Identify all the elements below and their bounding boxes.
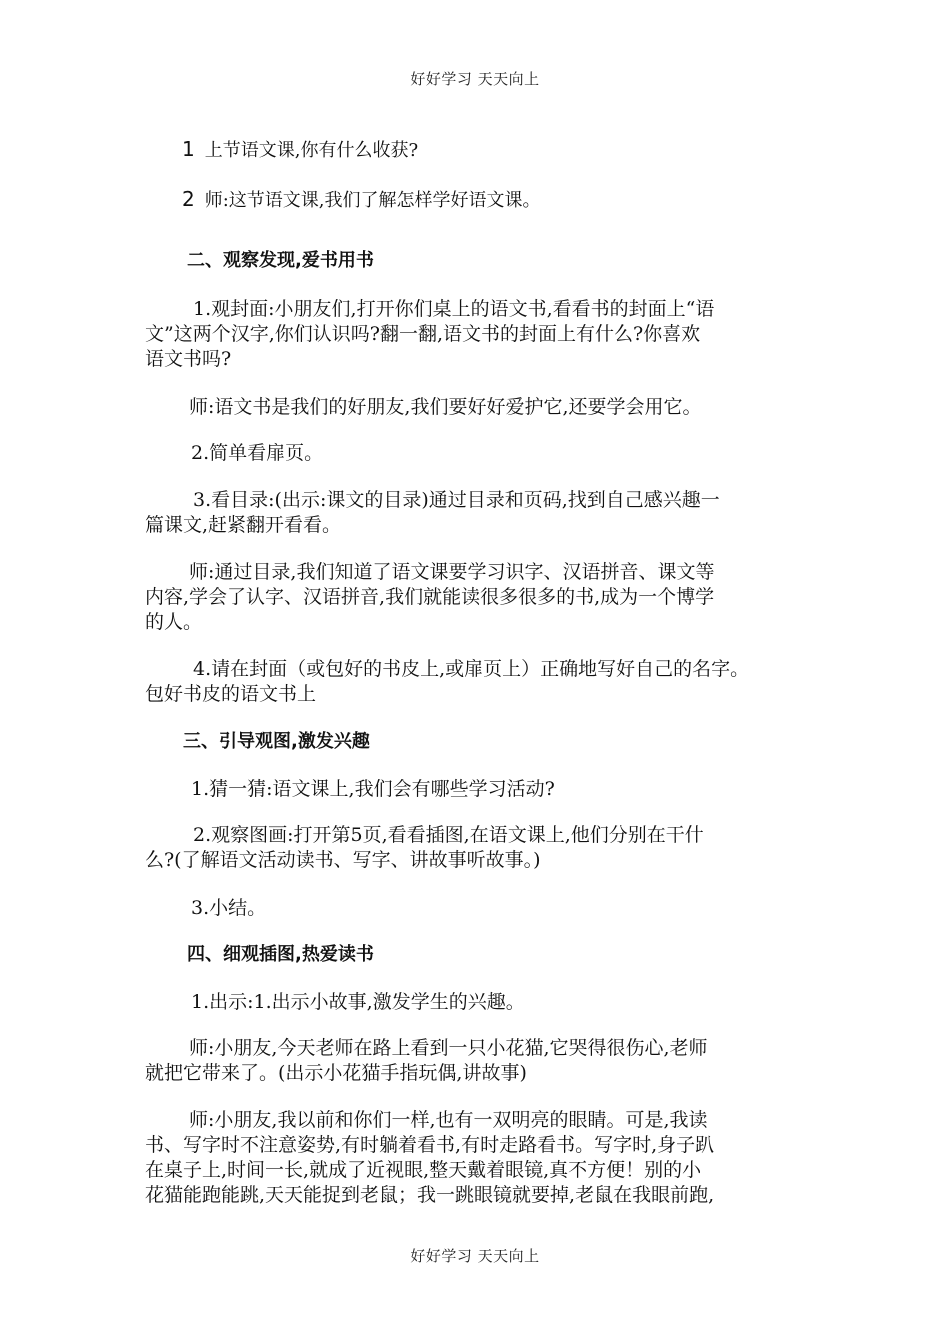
section-heading-2: 二、观察发现,爱书用书 [187,250,374,271]
page-footer: 好好学习 天天向上 [410,1247,540,1265]
section-heading-4: 四、细观插图,热爱读书 [187,944,374,965]
paragraph-line: 师:通过目录,我们知道了语文课要学习识字、汉语拼音、课文等 [189,561,715,583]
paragraph-line: 么?(了解语文活动读书、写字、讲故事听故事。) [145,849,541,871]
paragraph-line: 就把它带来了。(出示小花猫手指玩偶,讲故事) [145,1062,527,1084]
paragraph-line: 内容,学会了认字、汉语拼音,我们就能读很多很多的书,成为一个博学 [145,586,715,608]
section-heading-3: 三、引导观图,激发兴趣 [183,731,370,752]
paragraph-line: 1.猜一猜:语文课上,我们会有哪些学习活动? [191,778,555,800]
paragraph-line: 的人。 [145,611,203,633]
paragraph-line: 3.看目录:(出示:课文的目录)通过目录和页码,找到自己感兴趣一 [193,489,720,511]
paragraph-line: 1.出示:1.出示小故事,激发学生的兴趣。 [191,991,525,1013]
review-item-1 [182,136,862,164]
page-header: 好好学习 天天向上 [410,70,540,88]
paragraph-line: 1.观封面:小朋友们,打开你们桌上的语文书,看看书的封面上“语 [193,298,715,320]
paragraph-line: 3.小结。 [191,897,267,919]
review-item-number: 1 [182,137,195,161]
review-item-text: 上节语文课,你有什么收获? [204,140,419,161]
paragraph-line: 师:小朋友,今天老师在路上看到一只小花猫,它哭得很伤心,老师 [189,1037,708,1059]
paragraph-line: 师:小朋友,我以前和你们一样,也有一双明亮的眼睛。可是,我读 [189,1109,708,1131]
paragraph-line: 文”这两个汉字,你们认识吗?翻一翻,语文书的封面上有什么?你喜欢 [145,323,701,345]
review-item-number: 2 [182,187,195,211]
paragraph-line: 语文书吗? [145,348,232,370]
paragraph-line: 包好书皮的语文书上 [145,683,317,705]
review-item-text: 师:这节语文课,我们了解怎样学好语文课。 [204,190,541,211]
paragraph-line: 书、写字时不注意姿势,有时躺着看书,有时走路看书。写字时,身子趴 [145,1134,715,1156]
paragraph-line: 2.简单看扉页。 [191,442,324,464]
paragraph-line: 花猫能跑能跳,天天能捉到老鼠；我一跳眼镜就要掉,老鼠在我眼前跑, [145,1184,715,1206]
review-item-2 [182,186,862,214]
paragraph-line: 4.请在封面（或包好的书皮上,或扉页上）正确地写好自己的名字。 [193,658,750,680]
paragraph-line: 篇课文,赶紧翻开看看。 [145,514,342,536]
paragraph-line: 师:语文书是我们的好朋友,我们要好好爱护它,还要学会用它。 [189,396,702,418]
paragraph-line: 2.观察图画:打开第5页,看看插图,在语文课上,他们分别在干什 [193,824,704,846]
paragraph-line: 在桌子上,时间一长,就成了近视眼,整天戴着眼镜,真不方便！别的小 [145,1159,702,1181]
